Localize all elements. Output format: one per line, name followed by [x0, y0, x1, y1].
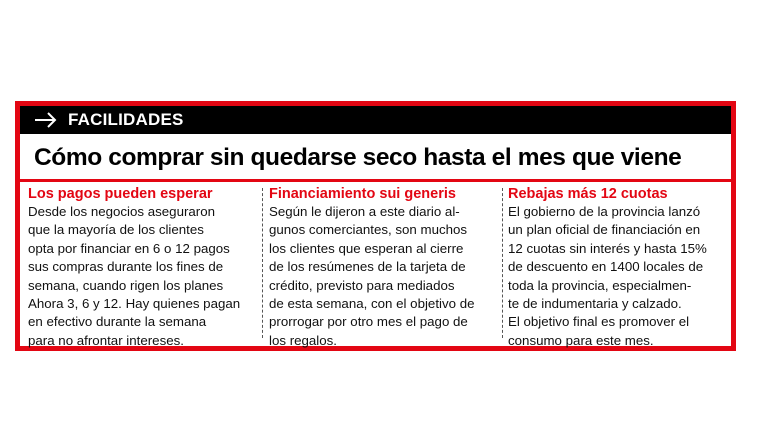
column-title: Rebajas más 12 cuotas — [508, 186, 668, 202]
column-divider-1 — [262, 188, 263, 338]
column-title: Financiamiento sui generis — [269, 186, 456, 202]
column-text-line: prorrogar por otro mes el pago de — [269, 314, 468, 330]
column-text-line: que la mayoría de los clientes — [28, 222, 204, 238]
column-text-line: te de indumentaria y calzado. — [508, 296, 682, 312]
column-text-line: semana, cuando rigen los planes — [28, 277, 224, 293]
column-text-line: crédito, previsto para mediados — [269, 277, 455, 293]
column-text-line: para no afrontar intereses. — [28, 332, 184, 348]
column-text-line: opta por financiar en 6 o 12 pagos — [28, 240, 230, 256]
column-divider-2 — [502, 188, 503, 338]
column-text-line: toda la provincia, especialmen- — [508, 277, 692, 293]
column-text-line: Desde los negocios aseguraron — [28, 204, 216, 219]
column-text-line: de descuento en 1400 locales de — [508, 259, 704, 275]
column-text-line: gunos comerciantes, son muchos — [269, 222, 468, 238]
section-label: FACILIDADES — [68, 110, 184, 129]
column-text-line: los clientes que esperan al cierre — [269, 240, 464, 256]
column-title: Los pagos pueden esperar — [28, 186, 213, 202]
column-text-line: 12 cuotas sin interés y hasta 15% — [508, 240, 707, 256]
section-header-bar — [20, 106, 731, 134]
column-text-line: Ahora 3, 6 y 12. Hay quienes pagan — [28, 296, 241, 312]
info-box — [15, 101, 736, 351]
column-text-line: un plan oficial de financiación en — [508, 222, 701, 238]
column-text-line: El gobierno de la provincia lanzó — [508, 204, 701, 219]
column-rebajas — [508, 186, 728, 350]
column-text-line: El objetivo final es promover el — [508, 314, 690, 330]
column-pagos — [28, 186, 258, 350]
column-text-line: sus compras durante los fines de — [28, 259, 224, 275]
column-text-line: Según le dijeron a este diario al- — [269, 204, 460, 219]
headline: Cómo comprar sin quedarse seco hasta el mes que viene — [34, 144, 682, 171]
headline-divider — [20, 179, 731, 182]
column-text-line: de esta semana, con el objetivo de — [269, 296, 475, 312]
arrow-right-icon — [34, 112, 58, 128]
column-text-line: de los resúmenes de la tarjeta de — [269, 259, 466, 275]
column-text-line: los regalos. — [269, 332, 337, 348]
column-financiamiento — [269, 186, 501, 350]
column-text-line: en efectivo durante la semana — [28, 314, 207, 330]
column-text-line: consumo para este mes. — [508, 332, 654, 348]
